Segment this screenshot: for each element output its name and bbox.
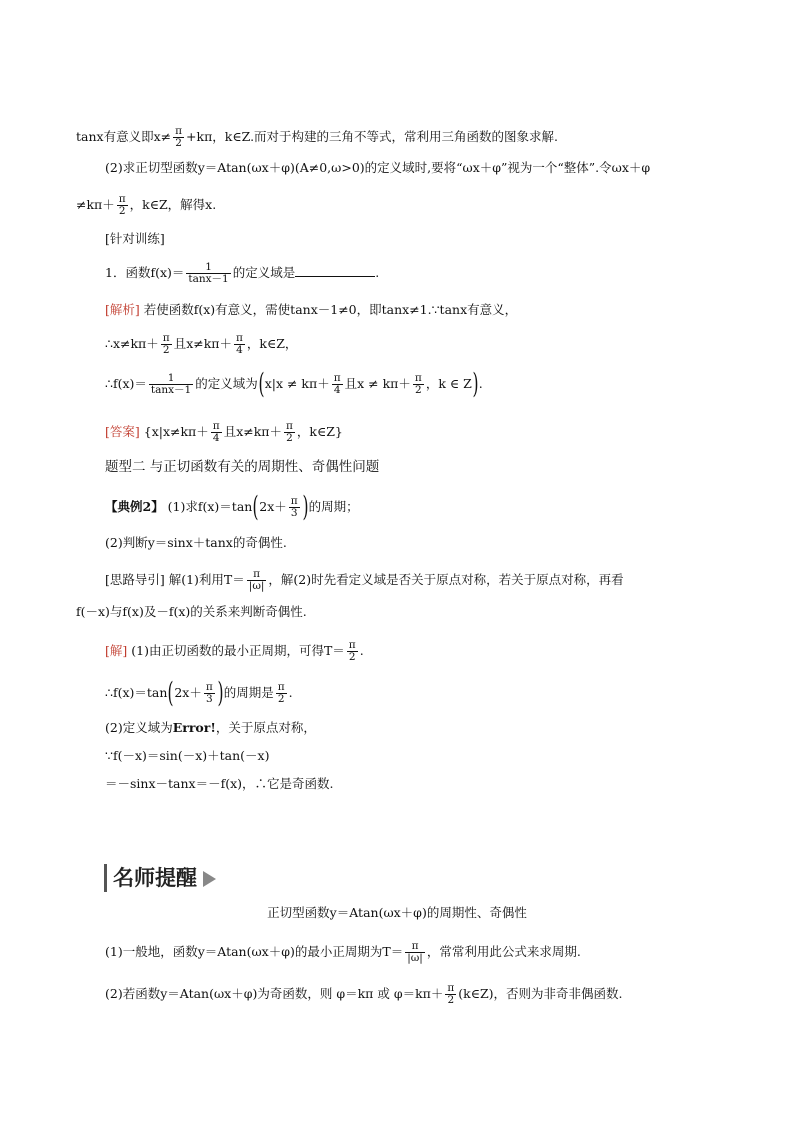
solution-line: [解] (1)由正切函数的最小正周期，可得T＝ $\frac{\pi}{2}$ .	[105, 639, 364, 664]
fraction: $\frac{1}{\tan x-1}$	[150, 372, 192, 397]
triangle-icon	[203, 871, 216, 887]
fraction: $\frac{\pi}{4}$	[212, 420, 220, 445]
analysis-line: [解析] 若使函数f(x)有意义，需使tanx－1≠0，即tanx≠1.∵tanx有意义，	[105, 302, 518, 317]
topic-heading: 题型二 与正切函数有关的周期性、奇偶性问题	[105, 459, 380, 475]
fraction: $\frac{\pi}{3}$	[205, 681, 213, 706]
text-line: ∴f(x)＝ $\frac{1}{\tan x-1}$ 的定义域为(x|x ≠ kπ＋ $\frac{\pi}{4}$ 且x ≠ kπ＋ $\frac{\pi}{2}$ ，k ∈ Z).	[105, 367, 483, 401]
error-text: Error!	[172, 720, 216, 735]
solution-tag: [解]	[105, 643, 128, 659]
section-label: [针对训练]	[105, 231, 165, 246]
example-tag: 【典例2】	[105, 499, 164, 515]
fraction: $\frac{1}{\tan x-1}$	[188, 261, 229, 286]
text-line: (2)求正切型函数y＝Atan(ωx＋φ)(A≠0,ω>0)的定义域时,要将“ωx＋φ”视为一个“整体”.令ωx＋φ	[105, 160, 651, 175]
text-line: (2)定义域为Error!，关于原点对称，	[105, 720, 316, 735]
fraction: $\frac{\pi}{2}$	[286, 420, 293, 445]
answer-tag: [答案]	[105, 424, 140, 440]
analysis-tag: [解析]	[105, 302, 140, 317]
example-line: 【典例2】 (1)求f(x)＝tan(2x＋ $\frac{\pi}{3}$ )的周期；	[105, 490, 359, 524]
fraction: $\frac{\pi}{2}$	[118, 193, 126, 218]
fraction: $\frac{\pi}{4}$	[333, 372, 341, 397]
fraction: $\frac{\pi}{|\omega|}$	[407, 940, 423, 965]
fraction: $\frac{\pi}{4}$	[236, 332, 243, 357]
text-line: ＝－sinx－tanx＝－f(x)，∴它是奇函数.	[105, 776, 334, 791]
answer-line: [答案] {x|x≠kπ＋ $\frac{\pi}{4}$ 且x≠kπ＋ $\frac{\pi}{2}$ ，k∈Z}	[105, 420, 343, 445]
text-line: ∴f(x)＝tan(2x＋ $\frac{\pi}{3}$ )的周期是 $\frac{\pi}{2}$ .	[105, 676, 293, 710]
text-line: f(－x)与f(x)及－f(x)的关系来判断奇偶性.	[76, 604, 307, 619]
tip-heading: 名师提醒	[104, 864, 216, 892]
text-line: tanx有意义即x≠ $\frac{\pi}{2}$ +kπ，k∈Z.而对于构建的三角不等式，常利用三角函数的图象求解.	[76, 125, 559, 150]
hint-line: [思路导引] 解(1)利用T＝ $\frac{\pi}{|\omega|}$ ，解(2)时先看定义域是否关于原点对称，若关于原点对称，再看	[105, 568, 624, 593]
text-line: ∴x≠kπ＋ $\frac{\pi}{2}$ 且x≠kπ＋ $\frac{\pi}{4}$ ，k∈Z，	[105, 332, 298, 357]
text-line: ≠kπ＋ $\frac{\pi}{2}$ ，k∈Z，解得x.	[76, 193, 217, 218]
fraction: $\frac{\pi}{2}$	[447, 982, 455, 1007]
tip-line: (2)若函数y＝Atan(ωx＋φ)为奇函数，则 φ＝kπ 或 φ＝kπ＋ $\frac{\pi}{2}$ (k∈Z)，否则为非奇非偶函数.	[105, 982, 623, 1007]
fraction: $\frac{\pi}{2}$	[162, 332, 170, 357]
fraction: $\frac{\pi}{3}$	[290, 495, 298, 520]
fraction: $\frac{\pi}{2}$	[277, 681, 285, 706]
fraction: $\frac{\pi}{|\omega|}$	[248, 568, 265, 593]
text-line: ∵f(－x)＝sin(－x)＋tan(－x)	[105, 748, 270, 763]
text-line: (2)判断y＝sinx＋tanx的奇偶性.	[105, 535, 287, 550]
answer-blank	[295, 264, 375, 277]
tip-subtitle: 正切型函数y＝Atan(ωx＋φ)的周期性、奇偶性	[267, 905, 527, 920]
fraction: $\frac{\pi}{2}$	[414, 372, 422, 397]
exercise-question: 1．函数f(x)＝ $\frac{1}{\tan x-1}$ 的定义域是 .	[105, 261, 380, 286]
fraction: $\frac{\pi}{2}$	[348, 639, 356, 664]
fraction: $\frac{\pi}{2}$	[175, 125, 183, 150]
tip-line: (1)一般地，函数y＝Atan(ωx＋φ)的最小正周期为T＝ $\frac{\pi}{|\omega|}$ ，常常利用此公式来求周期.	[105, 940, 581, 965]
